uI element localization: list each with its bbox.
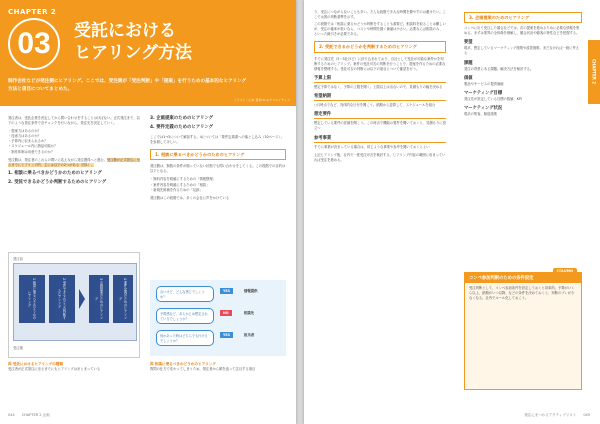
section-box-1: 1. 相談に乗るべきかどうかのためのヒアリング — [150, 149, 286, 160]
fig2-tag-3: YES — [220, 332, 233, 338]
fig2-tag-1: YES — [220, 288, 233, 294]
chapter-title-line2: ヒアリング方法 — [74, 43, 192, 63]
fig2-tag-2: NO — [220, 310, 232, 316]
figure-1-caption-block — [8, 362, 140, 372]
list-item: ・技術力はあるのか？ — [8, 134, 41, 139]
item-text: 製品やサービスの提供価値 — [464, 81, 504, 86]
chapter-label: CHAPTER 2 — [8, 8, 57, 16]
figure-2-description: 質問の仕方で変わってしまうため、発注者から順を追って注目する項目 — [150, 367, 256, 371]
fig1-arrow-icon — [79, 289, 85, 309]
item-text: 想定予算ではなく、予算の上限を聞く。上限以上は出ないので、見積もりの幅を決める — [314, 84, 443, 89]
fig1-box-4: 4 要件定義のためのヒアリング — [113, 275, 133, 323]
fig1-top-label: 発注前 — [13, 257, 23, 261]
band-caption: イラスト｜山本 喜和 AI のクリエイティブ — [233, 98, 290, 102]
item-heading: 課題 — [464, 60, 473, 66]
item-text: すでに事業が決まっている場合は、同じような事業や参考を聞いておくとよい — [314, 144, 430, 149]
figure-1-description: 受注者が正式発注に至るまでにもヒアリングはまとまっている — [8, 367, 101, 371]
paragraph: コンペに出て受注した場合などでは、次の提案を進めるために必要な情報を集める。まずは業界の全体像を理解し、競合状況や顧客の特性などを把握する。 — [464, 26, 580, 36]
figure-2-caption-block — [150, 362, 286, 372]
list-item: ・案件内容を明確にするための「相談」 — [150, 182, 210, 187]
chapter-header-band — [0, 0, 296, 106]
chapter-title-line1: 受託における — [74, 21, 176, 41]
figure-1 — [8, 252, 140, 358]
hearing-type-3: 3. 企画提案のためのヒアリング — [150, 116, 214, 121]
item-heading: 想定要件 — [314, 112, 332, 118]
item-heading: 価値 — [464, 75, 473, 81]
paragraph: この段階では「相談に乗るかどうか判断をすることも重要だ。相談料を取ることは難しいが、受注の確率が低いなら、コストや時間を割く価値は小さい。必要ならば相談のみ、といった線引きが必要である。 — [314, 22, 446, 37]
paragraph: 上記ヒアリング後、社内で一度受注可否を検討する。ヒアリング内容の範囲に収まっていれば受注を進める。 — [314, 152, 446, 162]
item-text: ○月時点でなど、具体的な日付を聞こう。納期から逆算して、スケジュールを組む — [314, 103, 436, 108]
hearing-type-1: 1. 相談に乗るべきかどうかのためのヒアリング — [8, 170, 102, 176]
column-title: コンペ参加判断のための条件設定 — [465, 273, 581, 283]
item-heading: マーケティング目標 — [464, 90, 503, 96]
right-column-2 — [464, 10, 582, 117]
hearing-type-4: 4. 要件定義のためのヒアリング — [150, 125, 214, 130]
figure-1-caption: 図 受託におけるヒアリングの種類 — [8, 362, 63, 366]
list-item: ・提案力はあるのか？ — [8, 129, 41, 134]
item-heading: 希望納期 — [314, 94, 332, 100]
paragraph: 発注側はこの段階では、多くの会社に声をかけている — [150, 195, 230, 200]
left-footer — [8, 413, 50, 418]
left-page — [0, 0, 296, 424]
fig1-bottom-label: 受注後 — [13, 346, 23, 350]
chapter-lead: 制作会社などが発注側にヒアリング。ここでは、受注側が「受注判断」や「提案」を行うための基本的なヒアリング方法と項目についてまとめた。 — [8, 79, 247, 92]
paragraph: ここでは1→3について解説する。4については「要件定義書への落とし込み（10ページ）」を参照してほしい。 — [150, 135, 284, 145]
column-box — [464, 269, 582, 390]
list-item: ・予算内に収まられるか？ — [8, 139, 48, 144]
highlighted-text: 受注側が正式発注に至るまでにヒアリング的、主には以下の2つがある（図1）。 — [8, 157, 140, 167]
figure-2-caption: 図 相談に乗るべきかどうかのヒアリング — [150, 362, 216, 366]
divider — [314, 82, 446, 83]
column-badge: COLUMN — [553, 268, 577, 274]
hearing-type-2: 2. 受託できるかどうか判断するためのヒアリング — [8, 179, 107, 185]
list-item: ・スケジュール内に納品可能か？ — [8, 144, 58, 149]
section-box-2: 2. 受託できるかどうかを判断するためのヒアリング — [314, 41, 446, 52]
item-heading: 要望 — [464, 40, 473, 46]
item-heading: 予算上限 — [314, 75, 332, 81]
chapter-number-circle: 03 — [8, 18, 60, 70]
chapter-tab: CHAPTER 2 — [588, 40, 600, 104]
paragraph: 受注側は、発注者のこれらの問いに応えながら発注獲得へと進む。 — [8, 157, 107, 162]
item-text: 現状、想定しているマーケティング施策や改善施策。まだなければ一緒に考える — [464, 46, 579, 56]
right-footer — [524, 413, 590, 418]
page-number-right: 045 — [583, 413, 590, 417]
fig1-box-2: 2 受託できるかどうか判断するヒアリング — [49, 275, 75, 323]
item-heading: マーケティング状況 — [464, 106, 503, 112]
check-list — [8, 129, 140, 154]
divider — [314, 142, 446, 143]
right-column-1 — [314, 10, 446, 163]
divider — [314, 100, 446, 101]
paragraph: すでに発注先（3〜5社ほど）に絞り込まれており、自社として受託が可能な案件かを判断するためのヒアリング。案件の受託可否の判断を行うことで、提案を作るための必要な情報を整理する。受託可否の判断には以下の項目について確認を行う。 — [314, 56, 446, 71]
page-number-left: 044 — [8, 413, 15, 417]
left-column-2 — [150, 116, 286, 201]
column-body: 受注判断として、コンペ参加条件を設定しておくと効率的。予算がいくら以上、納期がいつ以降、などの条件を決めておくと、判断のブレが少なくなる。社内でルール化しておこう。 — [469, 286, 575, 301]
right-page — [304, 0, 600, 424]
list-item: ・無料内容を明確にするための「情報整理」 — [150, 177, 216, 182]
list-item: ・新規先候補を作るための「足跡」 — [150, 187, 203, 192]
item-heading: 参考事業 — [314, 135, 332, 141]
fig2-question-2: 予算感など、あらかじめ想定されているでしょうか？ — [156, 308, 214, 324]
footer-chapter: CHAPTER 2 企画 — [21, 413, 50, 417]
paragraph: 発注側は、無数の条件が揃っていない状態でも問い合わせをしてくる。この段階での目的は以下となる。 — [150, 164, 286, 174]
divider — [314, 118, 446, 119]
footer-caption: 発注にまつわるアクティブリスト — [524, 413, 577, 417]
item-text: 想定している要件の詳細を聞こう。この時点で機能の要件を聞いておくと、見積もりに役立つ — [314, 121, 446, 131]
purpose-list — [150, 177, 286, 192]
list-item: ・制作体制は用意できるのか？ — [8, 149, 55, 154]
item-text: 発注の背景にある課題。解決方法を検討する。 — [464, 66, 534, 71]
fig2-question-3: 何かあった時はどちらでも行けるでしょうか？ — [156, 330, 214, 346]
fig2-question-1: ないけど、どんな感じでしょうか？ — [156, 286, 214, 302]
fig2-result-1: 情報提供 — [244, 289, 258, 293]
figure-2 — [150, 280, 286, 356]
fig2-result-2: 相談先 — [244, 311, 255, 315]
fig2-result-3: 担当者 — [244, 333, 255, 337]
fig1-box-3: 3 企画提案のためのヒアリング — [89, 275, 109, 323]
left-column-1 — [8, 116, 140, 186]
fig1-box-1: 1 相談に乗るべきかどうかのヒアリング — [19, 275, 45, 323]
paragraph: り、受注につながらないことも多い。そんな段階で多大な時間を費やすのは避けたい。ここでは図の判断基準を示す。 — [314, 10, 446, 20]
item-text: 現状の集客、販促施策 — [464, 112, 497, 117]
chapter-title — [74, 20, 192, 64]
paragraph: 発注者は、受託企業を決定してから問い合わせをすることはほぼない。正式発注まで、以下のような発注条件で各チェックを行いながら、発注先を決定していく。 — [8, 116, 140, 126]
item-text: 発注先が設定している目標の数値、KPI — [464, 97, 522, 102]
section-box-3: 3. 企画提案のためのヒアリング — [464, 12, 582, 23]
